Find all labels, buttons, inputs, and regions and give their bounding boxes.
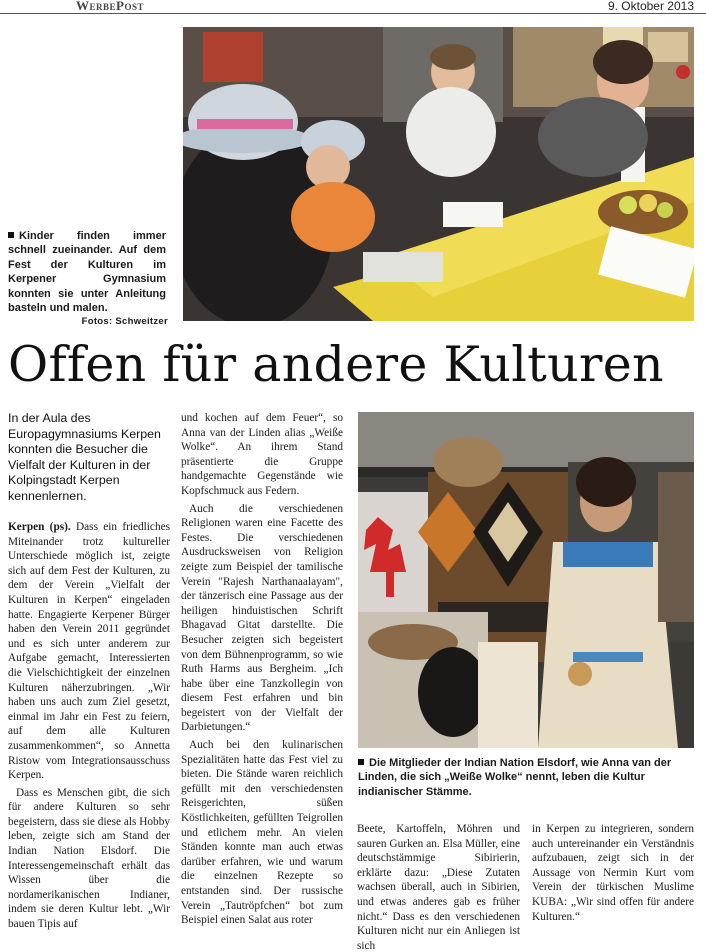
paragraph-text: Dass ein friedliches Miteinander trotz kultureller Unterschiede möglich ist, zeigte sich auf dem Fest der Kulturen, zu dem der Verein „Vielfalt der Kulturen in Kerpen“ eingeladen hatte. Engagierte Kerpener Bürger haben den Verein 2011 gegründet und es sich unter anderem zur Aufgabe gemacht, Interessierten die Vielschichtigkeit der einzelnen Kulturen näherzubringen. „Wir haben uns auch zum Ziel gesetzt, einmal im Jahr ein Fest zu feiern, auf dem alle Kulturen zusammenkommen“, so Annetta Ristow vom Integrationsausschuss Kerpen. (8, 521, 170, 782)
article-lead: In der Aula des Europagymnasiums Kerpen konnten die Besucher die Vielfalt der Kulturen in der Kolpingstadt Kerpen kennenlernen. (8, 411, 161, 503)
photo-children-painting (183, 27, 694, 321)
caption-text: Die Mitglieder der Indian Nation Elsdorf, wie Anna van der Linden, die sich „Weiße Wolke“ nennt, leben die Kultur indianischer Stämme. (358, 757, 672, 798)
masthead: WerbePost (76, 0, 144, 13)
photo-caption-indian-nation (358, 756, 694, 799)
paragraph: Auch die verschiedenen Religionen waren eine Facette des Festes. Die verschiedenen Ausdrucksweisen von Religion zeigte zum Beispiel der tamilische Verein "Rajesh Narthanaalayam", der tänzerisch eine Passage aus der heiligen hinduistischen Schrift Bhagavad Gitat darstellte. Die Besucher zeigten sich begeistert von dem Bühnenprogramm, so wie Ruth Harms aus Bergheim. „Ich habe über eine Tanzkollegin von diesem Fest erfahren und bin begeistert von der Vielfalt der Darbietungen.“ (181, 502, 343, 734)
issue-date: 9. Oktober 2013 (607, 0, 694, 13)
page-header (0, 0, 706, 16)
caption-bullet-icon (358, 759, 364, 765)
caption-text: Kinder finden immer schnell zueinander. Auf dem Fest der Kulturen im Kerpener Gymnasium konnten sie unter Anleitung basteln und malen. (8, 230, 166, 315)
article-column-4 (532, 822, 694, 952)
caption-bullet-icon (8, 232, 14, 238)
paragraph (8, 520, 170, 783)
photo-caption-children (8, 229, 166, 315)
article-headline: Offen für andere Kulturen (8, 336, 664, 393)
paragraph: in Kerpen zu integrieren, sondern auch untereinander ein Verständnis aufzubauen, zeigt sich in der Aussage von Nermin Kurt vom Verein der türkischen Muslime KUBA: „Wir sind offen für andere Kulturen.“ (532, 823, 694, 923)
paragraph: Dass es Menschen gibt, die sich für andere Kulturen so sehr begeistern, dass sie diese als Hobby leben, zeigte sich am Stand der Indian Nation Elsdorf. Die Interessengemeinschaft erhält das Wissen über die nordamerikanischen Indianer, indem sie deren Kultur lebt. „Wir bauen Tipis auf (8, 786, 170, 931)
dateline: Kerpen (ps). (8, 521, 71, 533)
paragraph: Beete, Kartoffeln, Möhren und sauren Gurken an. Elsa Müller, eine deutschstämmige Sibirierin, erklärte dazu: „Diese Zutaten wachsen überall, auch in Sibirien, und etwas anderes gab es früher nicht.“ Dass es den verschiedenen Kulturen nicht nur ein Anliegen ist sich (357, 823, 520, 952)
paragraph: Auch bei den kulinarischen Spezialitäten hatte das Fest viel zu bieten. Die Stände waren reichlich gefüllt mit den verschiedensten Reisgerichten, süßen Köstlichkeiten, gefüllten Teigrollen und etlichem mehr. An vielen Ständen konnte man auch etwas darüber erfahren, wie und warum die einzelnen Rezepte so entstanden sind. Der russische Verein „Tautröpfchen“ bot zum Beispiel einen Salat aus roter (181, 739, 343, 927)
article-column-1 (8, 520, 170, 952)
header-rule (0, 13, 706, 14)
paragraph: und kochen auf dem Feuer“, so Anna van der Linden alias „Weiße Wolke“. An ihrem Stand präsentierte die Gruppe handgemachte Gegenstände wie Kopfschmuck aus Federn. (181, 412, 343, 497)
photo-credit: Fotos: Schweitzer (81, 316, 168, 327)
photo-indian-nation-stand (358, 412, 694, 748)
article-column-3 (357, 822, 520, 952)
article-column-2 (181, 411, 343, 952)
